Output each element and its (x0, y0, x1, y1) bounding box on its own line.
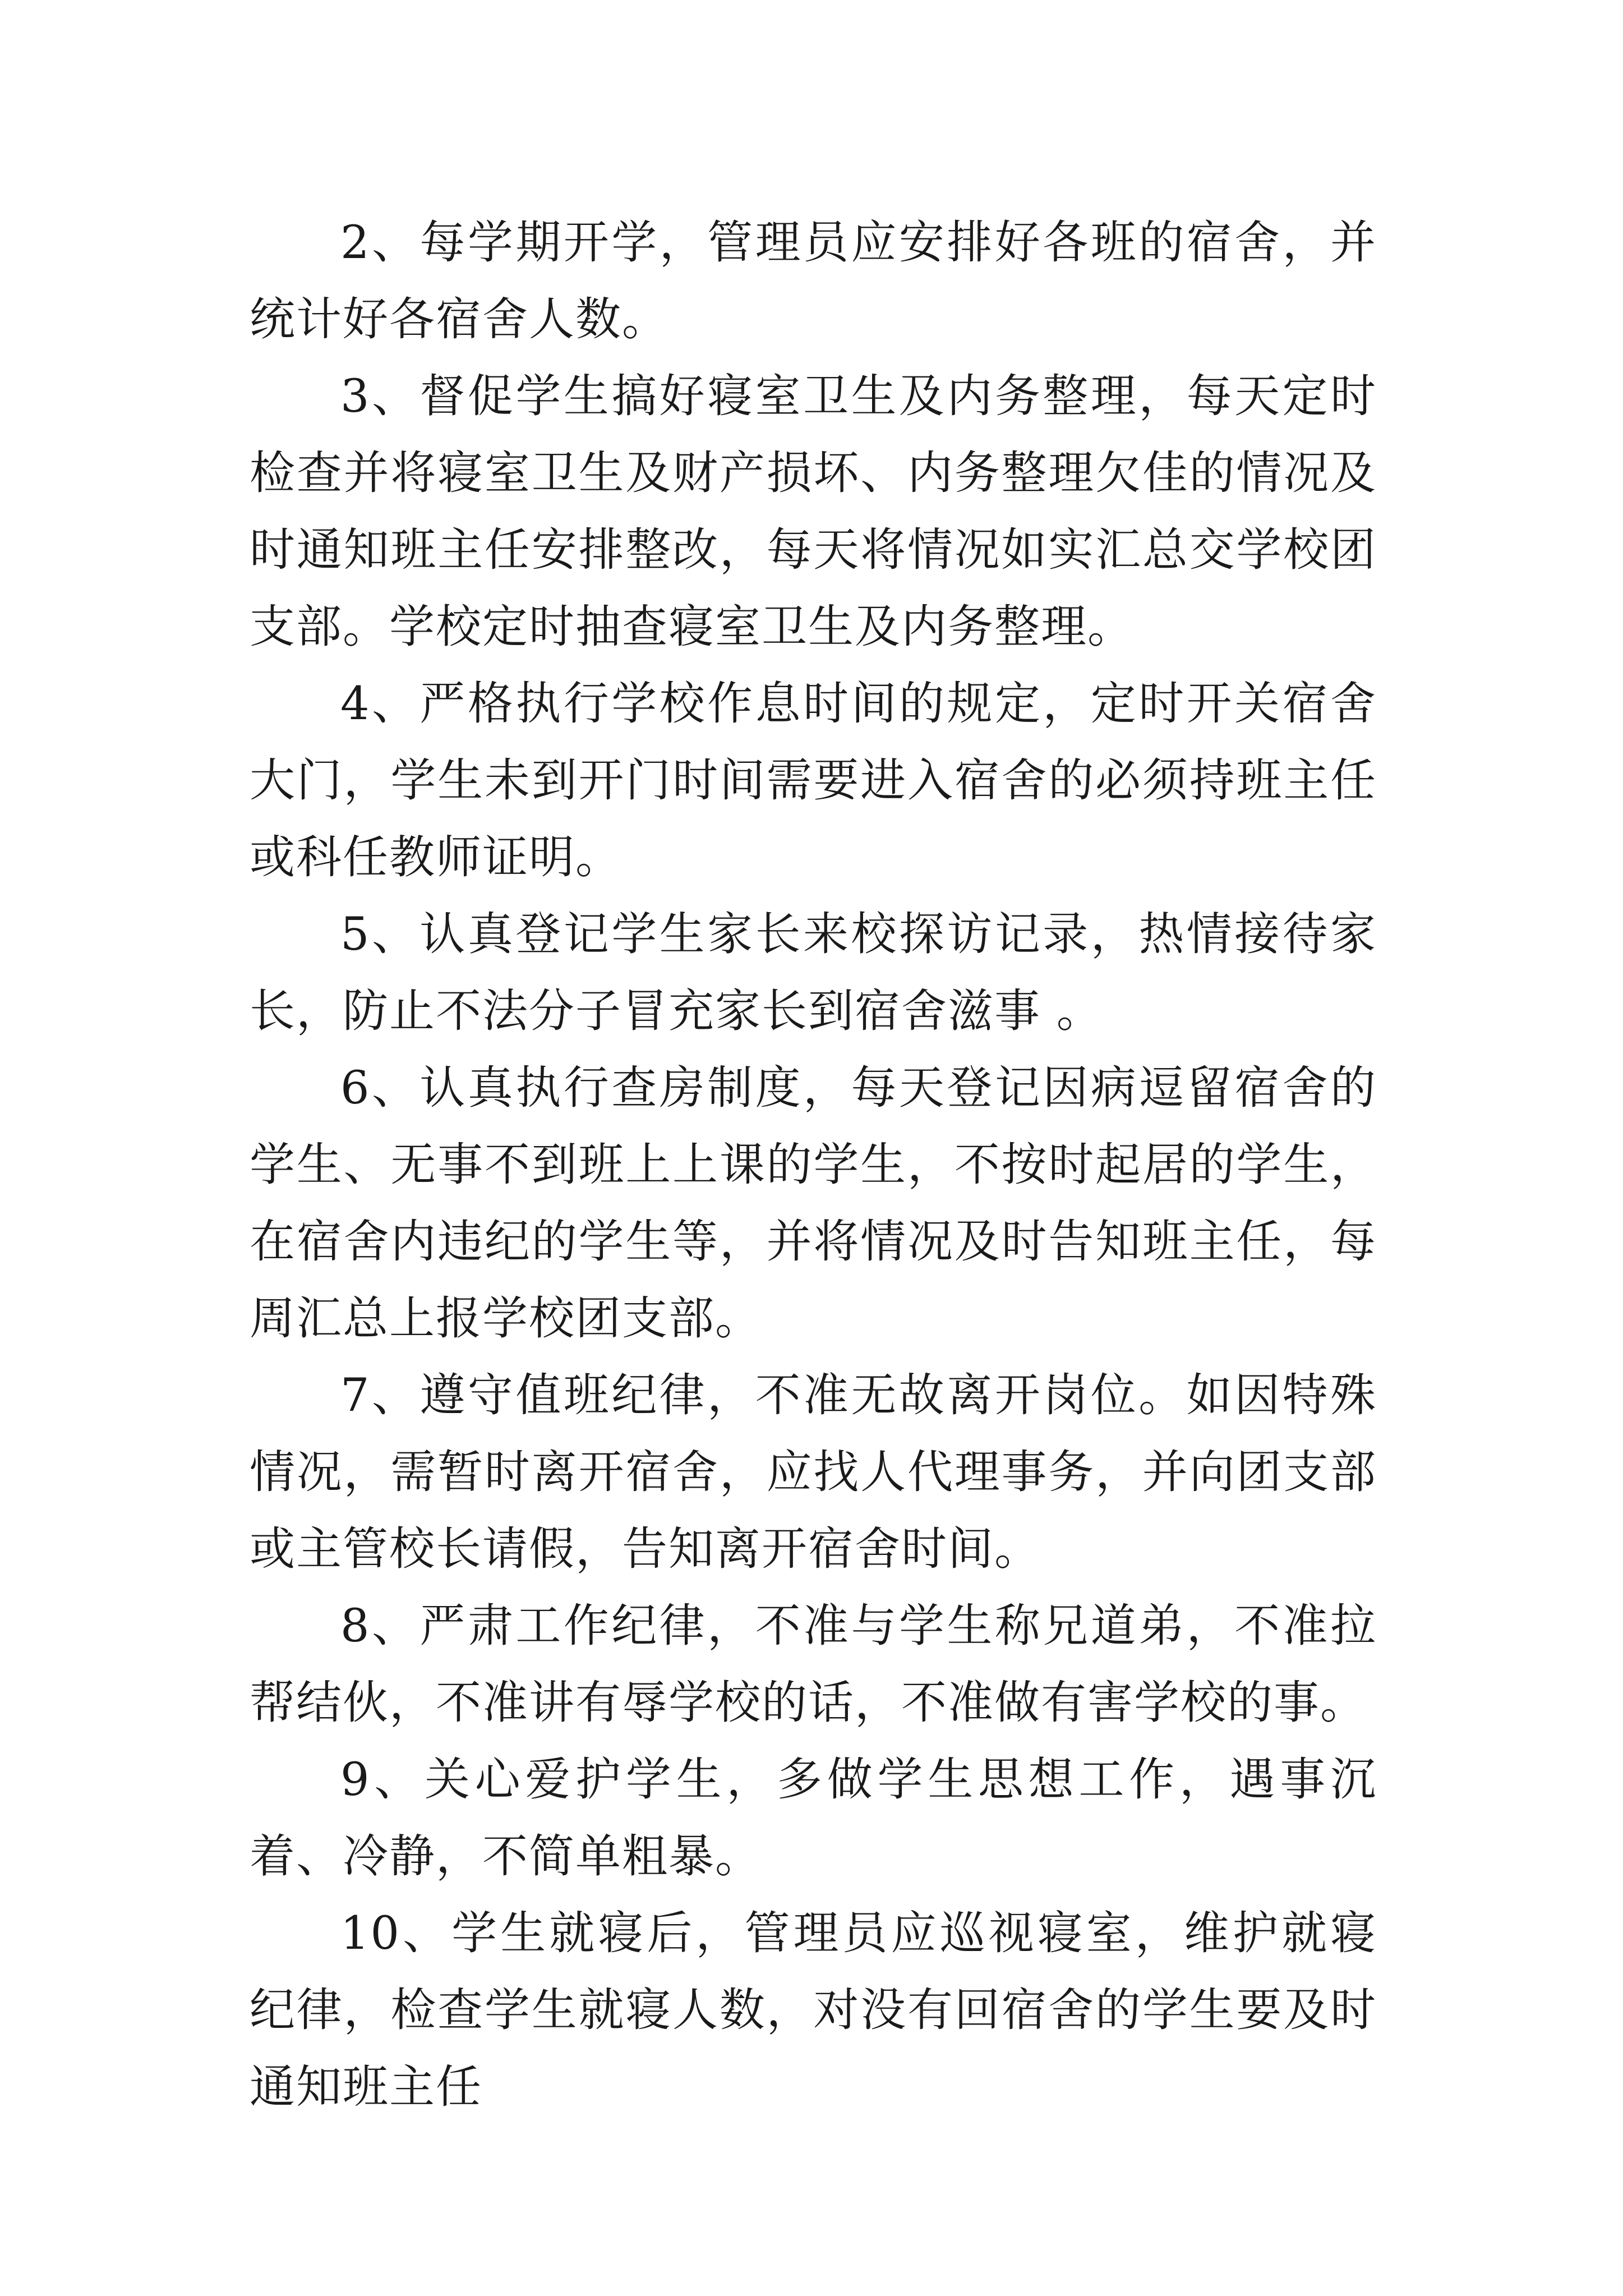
paragraph-item-3: 3、督促学生搞好寝室卫生及内务整理，每天定时检查并将寝室卫生及财产损坏、内务整理欠佳的情况及时通知班主任安排整改，每天将情况如实汇总交学校团支部。学校定时抽查寝室卫生及内务整理。 (250, 370, 1377, 654)
paragraph-item-10: 10、学生就寝后，管理员应巡视寝室，维护就寝纪律，检查学生就寝人数，对没有回宿舍的学生要及时通知班主任 (250, 1907, 1377, 2114)
document-body (250, 205, 1377, 2126)
paragraph-item-2: 2、每学期开学，管理员应安排好各班的宿舍，并统计好各宿舍人数。 (250, 217, 1377, 346)
paragraph-item-9: 9、关心爱护学生，多做学生思想工作，遇事沉着、冷静，不简单粗暴。 (250, 1754, 1377, 1883)
paragraph-item-5: 5、认真登记学生家长来校探访记录，热情接待家长，防止不法分子冒充家长到宿舍滋事 。 (250, 908, 1377, 1038)
paragraph-item-4: 4、严格执行学校作息时间的规定，定时开关宿舍大门，学生未到开门时间需要进入宿舍的必须持班主任或科任教师证明。 (250, 678, 1377, 884)
paragraph-item-8: 8、严肃工作纪律，不准与学生称兄道弟，不准拉帮结伙，不准讲有辱学校的话，不准做有害学校的事。 (250, 1600, 1377, 1729)
paragraph-item-6: 6、认真执行查房制度，每天登记因病逗留宿舍的学生、无事不到班上上课的学生，不按时起居的学生，在宿舍内违纪的学生等，并将情况及时告知班主任，每周汇总上报学校团支部。 (250, 1062, 1377, 1345)
paragraph-item-7: 7、遵守值班纪律，不准无故离开岗位。如因特殊情况，需暂时离开宿舍，应找人代理事务，并向团支部或主管校长请假，告知离开宿舍时间。 (250, 1369, 1377, 1576)
